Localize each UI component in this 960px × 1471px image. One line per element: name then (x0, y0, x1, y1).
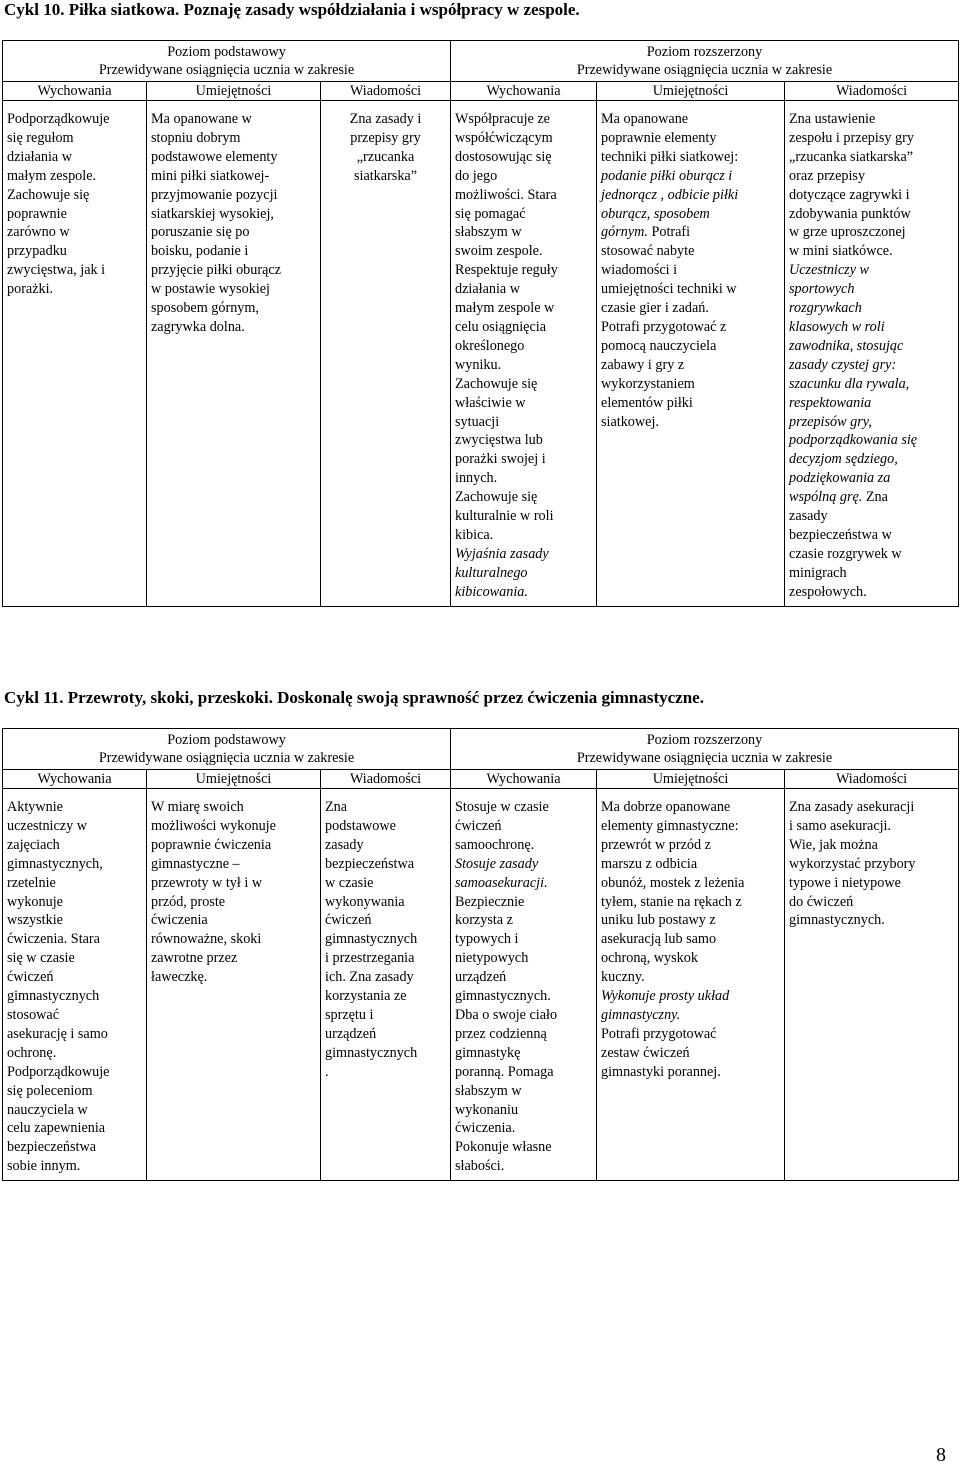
cell-line: kibicowania. (455, 583, 528, 600)
cell-line: przepisów gry, (789, 413, 872, 430)
cell-line: się w czasie (7, 950, 75, 967)
cell-line: Podporządkowuje (7, 1063, 110, 1080)
cell-line: przyjęcie piłki oburącz (151, 262, 281, 279)
cell-line: w czasie (325, 874, 374, 891)
cell-line: oraz przepisy (789, 167, 866, 184)
cell-line: poranną. Pomaga (455, 1063, 554, 1080)
cell-line: podstawowe (325, 817, 396, 834)
cell-line: kibica. (455, 526, 494, 543)
cell-line: zasady (325, 836, 364, 853)
cell-line: W miarę swoich (151, 799, 244, 815)
cell-line: urządzeń (325, 1025, 377, 1042)
cell-line: wykonywania (325, 893, 405, 910)
cell-line: umiejętności techniki w (601, 281, 737, 298)
cell-line: przewrót w przód z (601, 836, 711, 853)
cell-line: Aktywnie (7, 799, 63, 815)
cell-line: wyniku. (455, 356, 502, 373)
cell-line: mini piłki siatkowej- (151, 167, 270, 184)
cell-line: Wykonuje prosty układ (601, 988, 730, 1005)
cell-line: przyjmowanie pozycji (151, 186, 278, 203)
cell-line: rozgrywkach (789, 300, 862, 317)
cell-line: możliwości wykonuje (151, 817, 276, 834)
content-cell (3, 789, 147, 1181)
cell-line: zespołowych. (789, 583, 867, 600)
cell-line: Pokonuje własne (455, 1139, 552, 1156)
cell-line: tyłem, stanie na rękach z (601, 893, 742, 910)
cell-line: przewroty w tył i w (151, 874, 263, 891)
cell-line: Zna ustawienie (789, 111, 876, 127)
cell-line: gimnastyczne – (151, 855, 240, 872)
cell-line: sytuacji (455, 413, 500, 430)
cell-line: siatkarskiej wysokiej, (151, 205, 274, 222)
cell-line: minigrach (789, 564, 847, 581)
cell-line: poprawnie ćwiczenia (151, 836, 272, 853)
cell-line: Zna zasady asekuracji (789, 799, 915, 815)
cell-line: zabawy i gry z (601, 356, 685, 373)
cell-line: wszystkie (7, 912, 63, 929)
cell-line: asekuracją lub samo (601, 931, 717, 948)
category-header: Wiadomości (785, 82, 959, 101)
cell-line: słabszym w (455, 224, 522, 241)
category-header: Umiejętności (597, 770, 785, 789)
cell-line: i przestrzegania (325, 950, 415, 967)
cell-line: gimnastycznych (325, 1044, 418, 1061)
cell-line: działania w (455, 281, 521, 298)
content-cell (321, 101, 451, 607)
cell-line: podporządkowania się (789, 432, 918, 449)
basic-level-header: Poziom podstawowy Przewidywane osiągnięcia ucznia w zakresie (3, 729, 451, 770)
cell-line: Dba o swoje ciało (455, 1006, 558, 1023)
cell-line: gimnastykę (455, 1044, 521, 1061)
cell-line: respektowania (789, 394, 872, 411)
cell-line: siatkarska” (353, 167, 418, 184)
cell-line: porażki. (7, 281, 54, 298)
cell-line: Potrafi przygotować (601, 1025, 717, 1042)
cell-line: Ma opanowane w (151, 111, 252, 127)
cell-line: korzysta z (455, 912, 513, 929)
basic-level-header: Poziom podstawowy Przewidywane osiągnięcia ucznia w zakresie (3, 41, 451, 82)
category-header: Umiejętności (147, 82, 321, 101)
category-header: Wychowania (3, 82, 147, 101)
cell-line: elementy gimnastyczne: (601, 817, 739, 834)
cell-line: dostosowując się (455, 148, 552, 165)
cell-line: w grze uproszczonej (789, 224, 906, 241)
cell-line: Uczestniczy w (789, 262, 870, 279)
cell-line: . (325, 1063, 329, 1080)
cell-line: wspólną grę. Zna (789, 489, 888, 506)
cell-line: ćwiczeń (325, 912, 372, 929)
extended-level-header: Poziom rozszerzony Przewidywane osiągnięcia ucznia w zakresie (451, 41, 959, 82)
cell-line: gimnastyki porannej. (601, 1063, 721, 1080)
cell-line: działania w (7, 148, 72, 165)
cell-line: wykorzystać przybory (789, 855, 916, 872)
cell-line: innych. (455, 470, 498, 487)
cell-line: ćwiczenia (151, 912, 208, 929)
cell-line: typowe i nietypowe (789, 874, 901, 891)
cell-line: podanie piłki oburącz i (601, 167, 733, 184)
category-header: Wychowania (451, 770, 597, 789)
cell-line: do ćwiczeń (789, 893, 854, 910)
cell-line: gimnastycznych, (7, 855, 103, 872)
cell-line: samoochronę. (455, 836, 535, 853)
cell-line: sportowych (789, 281, 855, 298)
cell-line: ochroną, wyskok (601, 950, 698, 967)
cell-line: kuczny. (601, 969, 645, 986)
content-cell (785, 789, 959, 1181)
cell-line: bezpieczeństwa w (789, 526, 892, 543)
cell-line: ławeczkę. (151, 969, 208, 986)
cell-line: Ma dobrze opanowane (601, 799, 731, 815)
cell-line: podstawowe elementy (151, 148, 278, 165)
cell-line: zasady czystej gry: (789, 356, 897, 373)
cell-line: gimnastycznych (325, 931, 418, 948)
cell-line: nauczyciela w (7, 1101, 88, 1118)
cell-line: właściwie w (455, 394, 526, 411)
cell-line: małym zespole. (7, 167, 97, 184)
content-cell (451, 101, 597, 607)
cell-line: wiadomości i (601, 262, 678, 279)
cell-line: „rzucanka (356, 148, 415, 165)
cell-line: ćwiczeń (455, 817, 502, 834)
cell-line: nietypowych (455, 950, 529, 967)
cell-line: Potrafi przygotować z (601, 318, 727, 335)
cell-line: się poleceniom (7, 1082, 93, 1099)
cell-line: „rzucanka siatkarska” (789, 148, 914, 165)
cell-line: siatkowej. (601, 413, 659, 430)
cell-line: gimnastycznych. (789, 912, 885, 929)
cell-line: wykonaniu (455, 1101, 519, 1118)
cell-line: ich. Zna zasady (325, 969, 414, 986)
category-header: Wychowania (3, 770, 147, 789)
cell-line: elementów piłki (601, 394, 693, 411)
cell-line: zdobywania punktów (789, 205, 911, 222)
content-cell (785, 101, 959, 607)
cell-line: zasady (789, 508, 828, 525)
cell-line: się regułom (7, 129, 74, 146)
cell-line: marszu z odbicia (601, 855, 698, 872)
cell-line: równoważne, skoki (151, 931, 262, 948)
cell-line: jednorącz , odbicie piłki (601, 186, 739, 203)
cell-line: zwycięstwa lub (455, 432, 543, 449)
cell-line: uczestniczy w (7, 817, 87, 834)
cell-line: górnym. Potrafi (601, 224, 691, 241)
cell-line: zarówno w (7, 224, 70, 241)
cell-line: współćwiczącym (455, 129, 553, 146)
cell-line: Bezpiecznie (455, 893, 525, 910)
cell-line: Respektuje reguły (455, 262, 558, 279)
cell-line: zwycięstwa, jak i (7, 262, 106, 279)
cell-line: czasie gier i zadań. (601, 300, 709, 317)
cell-line: kulturalnie w roli (455, 508, 554, 525)
cell-line: Zna (325, 799, 348, 815)
cell-line: Stosuje zasady (455, 855, 539, 872)
cell-line: korzystania ze (325, 988, 407, 1005)
cell-line: decyzjom sędziego, (789, 451, 898, 468)
cell-line: określonego (455, 337, 525, 354)
cell-line: Wyjaśnia zasady (455, 545, 549, 562)
cell-line: celu osiągnięcia (455, 318, 547, 335)
cell-line: się pomagać (455, 205, 526, 222)
cycle-10-table (2, 40, 959, 607)
cell-line: obunóż, mostek z leżenia (601, 874, 745, 891)
cell-line: porażki swojej i (455, 451, 546, 468)
cell-line: przepisy gry (350, 129, 421, 146)
category-header: Wiadomości (321, 82, 451, 101)
cell-line: stopniu dobrym (151, 129, 241, 146)
cell-line: zawrotne przez (151, 950, 238, 967)
cell-line: słabszym w (455, 1082, 522, 1099)
cell-line: zawodnika, stosując (789, 337, 904, 354)
cell-line: gimnastyczny. (601, 1006, 681, 1023)
cell-line: pomocą nauczyciela (601, 337, 717, 354)
cell-line: bezpieczeństwa (7, 1139, 97, 1156)
cell-line: w postawie wysokiej (151, 281, 271, 298)
cell-line: sprzętu i (325, 1006, 374, 1023)
cell-line: Wie, jak można (789, 836, 878, 853)
content-cell (147, 789, 321, 1181)
cell-line: Zna zasady i (349, 111, 422, 127)
cell-line: Zachowuje się (7, 186, 90, 203)
cell-line: czasie rozgrywek w (789, 545, 902, 562)
cell-line: poprawnie (7, 205, 67, 222)
content-cell (3, 101, 147, 607)
category-header: Wiadomości (321, 770, 451, 789)
cycle-10-title: Cykl 10. Piłka siatkowa. Poznaję zasady współdziałania i współpracy w zespole. (4, 0, 580, 19)
extended-level-header: Poziom rozszerzony Przewidywane osiągnięcia ucznia w zakresie (451, 729, 959, 770)
cell-line: klasowych w roli (789, 318, 885, 335)
category-header: Umiejętności (597, 82, 785, 101)
cell-line: Zachowuje się (455, 489, 538, 506)
cell-line: zestaw ćwiczeń (601, 1044, 690, 1061)
cell-line: typowych i (455, 931, 519, 948)
cell-line: poruszanie się po (151, 224, 250, 241)
cell-line: dotyczące zagrywki i (789, 186, 910, 203)
cell-line: Ma opanowane (601, 111, 689, 127)
cell-line: Zachowuje się (455, 375, 538, 392)
cycle-11-table (2, 728, 959, 1181)
content-cell (597, 101, 785, 607)
cell-line: gimnastycznych. (455, 988, 551, 1005)
cell-line: przód, proste (151, 893, 226, 910)
cell-line: ćwiczeń (7, 969, 54, 986)
category-header: Wiadomości (785, 770, 959, 789)
content-cell (597, 789, 785, 1181)
category-header: Wychowania (451, 82, 597, 101)
cell-line: techniki piłki siatkowej: (601, 148, 739, 165)
cell-line: uniku lub postawy z (601, 912, 716, 929)
cell-line: zagrywka dolna. (151, 318, 245, 335)
cell-line: słabości. (455, 1158, 505, 1175)
cell-line: ćwiczenia. Stara (7, 931, 100, 948)
cell-line: asekurację i samo (7, 1025, 108, 1042)
cell-line: Współpracuje ze (455, 111, 550, 127)
cell-line: stosować (7, 1006, 60, 1023)
cell-line: Stosuje w czasie (455, 799, 549, 815)
cell-line: zajęciach (7, 836, 60, 853)
cell-line: małym zespole w (455, 300, 555, 317)
category-header: Umiejętności (147, 770, 321, 789)
cell-line: zespołu i przepisy gry (789, 129, 914, 146)
cell-line: swoim zespole. (455, 243, 543, 260)
page-number: 8 (936, 1444, 946, 1466)
cell-line: przypadku (7, 243, 67, 260)
cell-line: celu zapewnienia (7, 1120, 106, 1137)
cell-line: ćwiczenia. (455, 1120, 516, 1137)
cell-line: wykonuje (7, 893, 63, 910)
cell-line: ochronę. (7, 1044, 57, 1061)
cell-line: boisku, podanie i (151, 243, 249, 260)
cell-line: bezpieczeństwa (325, 855, 415, 872)
cell-line: przez codzienną (455, 1025, 547, 1042)
cell-line: Podporządkowuje (7, 111, 110, 127)
cell-line: poprawnie elementy (601, 129, 717, 146)
cell-line: możliwości. Stara (455, 186, 557, 203)
cell-line: stosować nabyte (601, 243, 695, 260)
cell-line: urządzeń (455, 969, 507, 986)
cell-line: sobie innym. (7, 1158, 81, 1175)
cell-line: oburącz, sposobem (601, 205, 710, 222)
cell-line: gimnastycznych (7, 988, 100, 1005)
content-cell (451, 789, 597, 1181)
cell-line: podziękowania za (789, 470, 891, 487)
cell-line: do jego (455, 167, 498, 184)
content-cell (147, 101, 321, 607)
cell-line: i samo asekuracji. (789, 817, 892, 834)
cell-line: rzetelnie (7, 874, 56, 891)
cell-line: w mini siatkówce. (789, 243, 893, 260)
cell-line: kulturalnego (455, 564, 528, 581)
cell-line: szacunku dla rywala, (789, 375, 910, 392)
cycle-11-title: Cykl 11. Przewroty, skoki, przeskoki. Doskonalę swoją sprawność przez ćwiczenia gimnastyczne. (4, 688, 704, 707)
cell-line: sposobem górnym, (151, 300, 259, 317)
content-cell (321, 789, 451, 1181)
cell-line: wykorzystaniem (601, 375, 695, 392)
cell-line: samoasekuracji. (455, 874, 548, 891)
